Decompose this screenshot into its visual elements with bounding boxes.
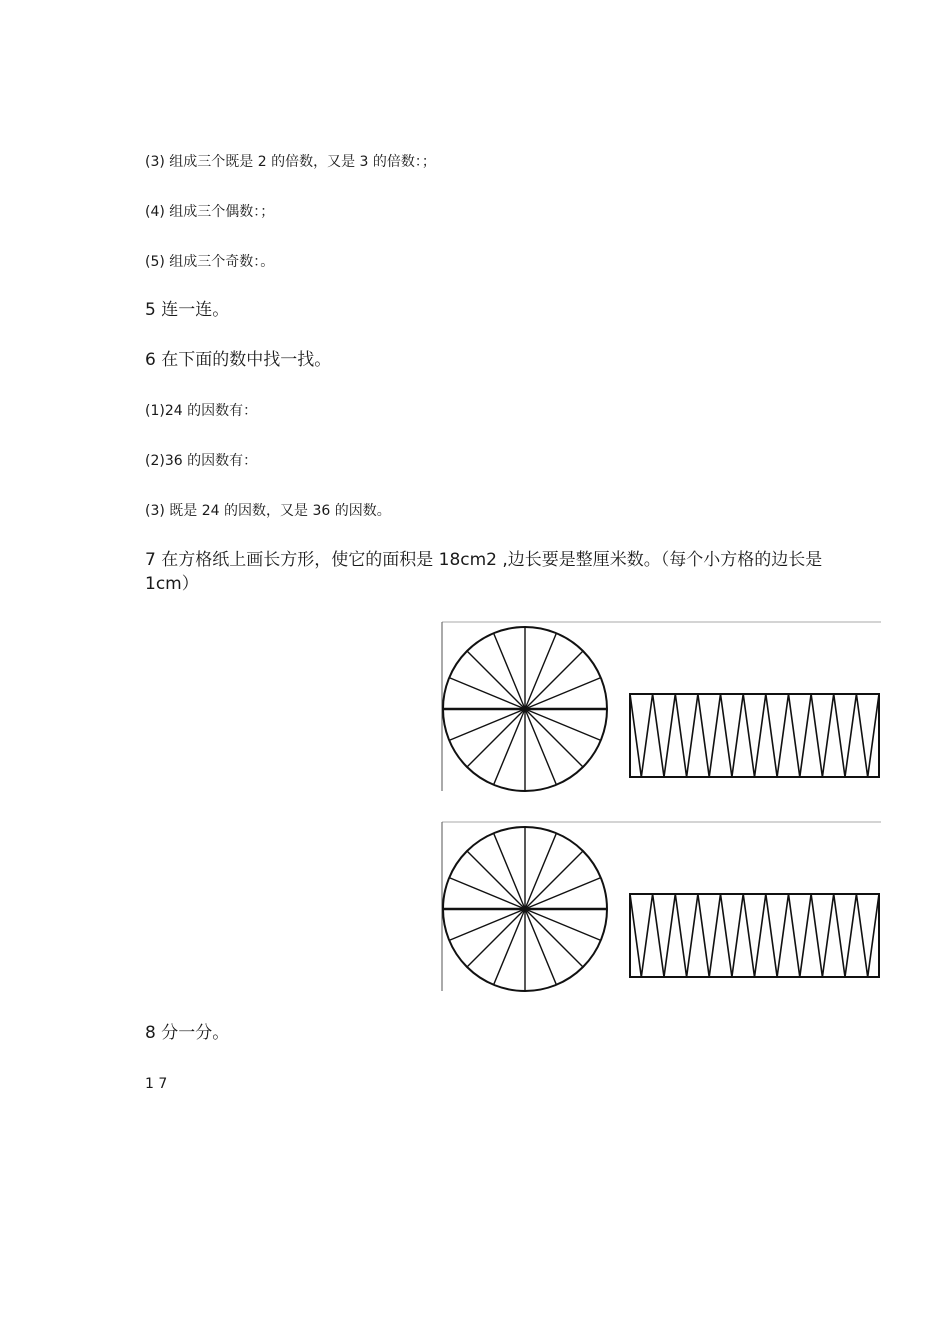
factors-of-24: (1)24 的因数有： — [145, 403, 258, 419]
zigzag-line — [630, 894, 879, 977]
figure-1-svg — [441, 621, 881, 793]
section-7-heading: 7 在方格纸上画长方形，使它的面积是 18cm2 ,边长要是整厘米数。（每个小方格的边长是 1cm） — [145, 550, 823, 594]
factors-of-36: (2)36 的因数有： — [145, 453, 258, 469]
circle-radius-line — [467, 909, 525, 967]
circle-radius-line — [467, 651, 525, 709]
question-5-odd-numbers: (5) 组成三个奇数：。 — [145, 254, 275, 270]
circle-radius-line — [467, 851, 525, 909]
section-5-heading: 5 连一连。 — [145, 300, 230, 320]
zigzag-rectangle — [630, 694, 879, 777]
circle-and-zigzag-figure-1 — [441, 621, 881, 793]
circle-radius-line — [525, 709, 583, 767]
footer-numbers: 1 7 — [145, 1076, 168, 1092]
figure-2-svg — [441, 821, 881, 993]
circle-radius-line — [467, 709, 525, 767]
question-3-2-and-3-multiples: (3) 组成三个既是 2 的倍数，又是 3 的倍数：； — [145, 154, 436, 170]
zigzag-rectangle — [630, 894, 879, 977]
section-8-heading: 8 分一分。 — [145, 1023, 230, 1043]
zigzag-line — [630, 694, 879, 777]
section-6-heading: 6 在下面的数中找一找。 — [145, 350, 332, 370]
circle-radius-line — [525, 851, 583, 909]
circle-radius-line — [525, 909, 583, 967]
common-factors: (3) 既是 24 的因数，又是 36 的因数。 — [145, 503, 391, 519]
circle-and-zigzag-figure-2 — [441, 821, 881, 993]
question-4-even-numbers: (4) 组成三个偶数：； — [145, 204, 275, 220]
circle-radius-line — [525, 651, 583, 709]
